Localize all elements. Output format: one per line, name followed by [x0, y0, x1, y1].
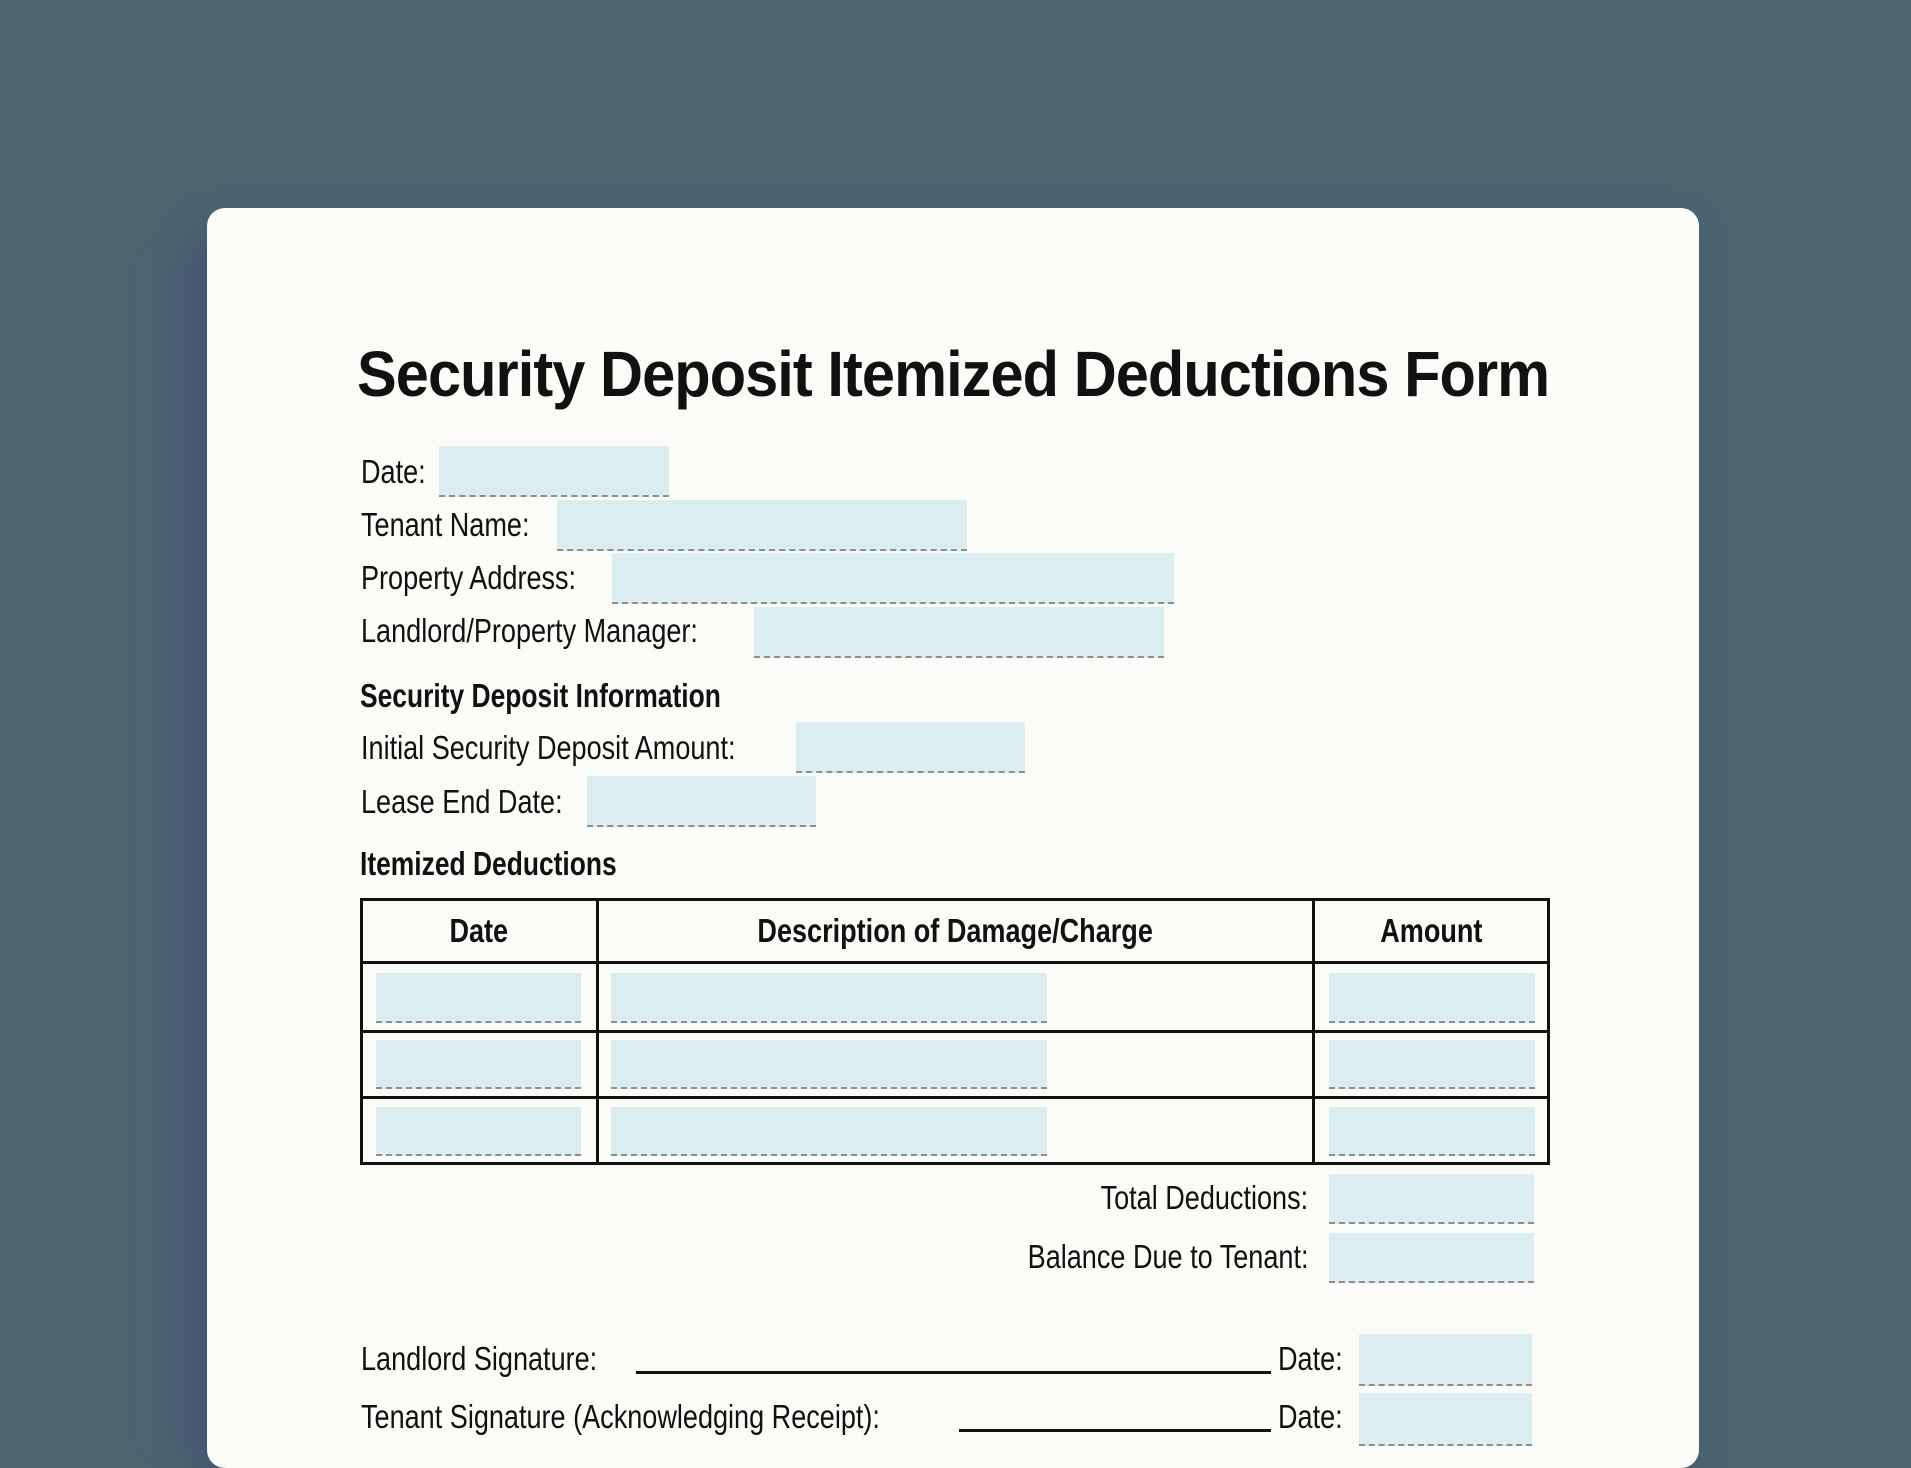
tenant-date-field[interactable]: [1359, 1393, 1532, 1446]
date-field[interactable]: [439, 446, 669, 497]
column-header-amount-text: Amount: [1380, 912, 1483, 949]
landlord-date-field[interactable]: [1359, 1334, 1532, 1386]
lease-end-label: [361, 782, 607, 822]
property-address-label: [361, 558, 623, 598]
tenant-signature-label-text: Tenant Signature (Acknowledging Receipt):: [361, 1398, 880, 1435]
row-3-date-field[interactable]: [376, 1107, 581, 1156]
row-1-description-field[interactable]: [611, 973, 1047, 1023]
balance-due-label: [966, 1237, 1308, 1277]
tenant-name-field[interactable]: [557, 500, 967, 551]
tenant-date-label: [1278, 1397, 1357, 1437]
column-header-description-text: Description of Damage/Charge: [757, 912, 1153, 949]
balance-due-label-text: Balance Due to Tenant:: [1027, 1238, 1308, 1275]
itemized-deductions-heading-text: Itemized Deductions: [360, 845, 617, 882]
deposit-info-heading-text: Security Deposit Information: [360, 677, 721, 714]
property-address-field[interactable]: [612, 553, 1174, 604]
column-header-amount: [1313, 898, 1550, 963]
initial-deposit-label-text: Initial Security Deposit Amount:: [361, 729, 736, 766]
row-2-description-field[interactable]: [611, 1040, 1047, 1089]
landlord-date-label: [1278, 1339, 1357, 1379]
row-1-date-field[interactable]: [376, 973, 581, 1023]
total-deductions-field[interactable]: [1329, 1174, 1534, 1224]
lease-end-field[interactable]: [587, 776, 816, 827]
row-2-date-field[interactable]: [376, 1040, 581, 1089]
table-row-divider: [360, 1030, 1550, 1033]
landlord-manager-field[interactable]: [754, 607, 1164, 658]
tenant-name-label-text: Tenant Name:: [361, 506, 530, 543]
tenant-signature-label: [361, 1397, 994, 1437]
row-3-description-field[interactable]: [611, 1107, 1047, 1156]
row-2-amount-field[interactable]: [1329, 1040, 1535, 1089]
itemized-deductions-heading: [360, 844, 681, 884]
lease-end-label-text: Lease End Date:: [361, 783, 563, 820]
landlord-date-label-text: Date:: [1278, 1340, 1343, 1377]
landlord-signature-line[interactable]: [636, 1371, 1271, 1374]
landlord-signature-label-text: Landlord Signature:: [361, 1340, 598, 1377]
row-3-amount-field[interactable]: [1329, 1107, 1535, 1156]
landlord-manager-label: [361, 611, 772, 651]
column-header-date: [360, 898, 597, 963]
tenant-date-label-text: Date:: [1278, 1398, 1343, 1435]
initial-deposit-field[interactable]: [796, 722, 1025, 773]
row-1-amount-field[interactable]: [1329, 973, 1535, 1023]
date-label-text: Date:: [361, 453, 426, 490]
column-header-description: [597, 898, 1313, 963]
deposit-info-heading: [360, 676, 811, 716]
form-title-text: Security Deposit Itemized Deductions Form: [357, 338, 1550, 410]
total-deductions-label-text: Total Deductions:: [1100, 1179, 1308, 1216]
tenant-name-label: [361, 505, 566, 545]
form-title: [357, 338, 1639, 410]
date-label: [361, 452, 440, 492]
total-deductions-label: [1055, 1178, 1308, 1218]
column-header-date-text: Date: [449, 912, 508, 949]
balance-due-field[interactable]: [1329, 1233, 1534, 1283]
table-row-divider: [360, 1096, 1550, 1099]
landlord-manager-label-text: Landlord/Property Manager:: [361, 612, 698, 649]
landlord-signature-label: [361, 1339, 649, 1379]
tenant-signature-line[interactable]: [959, 1429, 1271, 1432]
initial-deposit-label: [361, 728, 818, 768]
property-address-label-text: Property Address:: [361, 559, 577, 596]
